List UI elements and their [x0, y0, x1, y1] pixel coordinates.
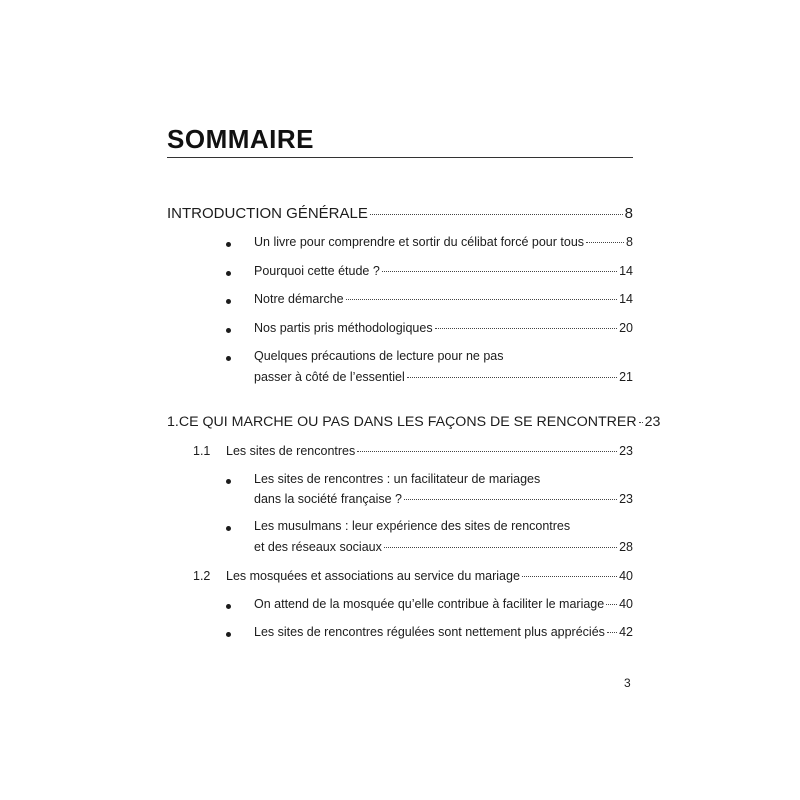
toc-page-number: 14	[619, 264, 633, 278]
bullet-icon	[226, 356, 231, 361]
dot-leader	[404, 499, 617, 500]
dot-leader	[384, 547, 617, 548]
toc-page-number: 23	[619, 444, 633, 458]
toc-page-number: 40	[619, 597, 633, 611]
toc-entry-label: CE QUI MARCHE OU PAS DANS LES FAÇONS DE SE RENCONTRER	[178, 414, 637, 430]
toc-page-number: 8	[624, 205, 633, 222]
toc-entry-label: On attend de la mosquée qu’elle contribue à faciliter le mariage	[254, 597, 605, 611]
toc-entry-demarche[interactable]	[254, 292, 633, 306]
dot-leader	[435, 328, 618, 329]
section-number: 1.1	[193, 444, 211, 458]
toc-entry-label: passer à côté de l’essentiel	[254, 370, 405, 384]
page-number: 3	[624, 676, 631, 690]
dot-leader	[522, 576, 617, 577]
dot-leader	[586, 242, 624, 243]
title-underline	[167, 157, 633, 158]
toc-entry-label: Les sites de rencontres	[226, 444, 356, 458]
toc-entry-label-line1[interactable]: Les sites de rencontres : un facilitateur de mariages	[254, 472, 541, 486]
toc-entry-pourquoi[interactable]	[254, 264, 633, 278]
toc-entry-label: et des réseaux sociaux	[254, 540, 382, 554]
toc-entry-experience[interactable]	[254, 540, 633, 554]
toc-entry-partis-pris[interactable]	[254, 321, 633, 335]
bullet-icon	[226, 479, 231, 484]
toc-entry-mosquee[interactable]	[254, 597, 633, 611]
toc-entry-facilitateur[interactable]	[254, 492, 633, 506]
toc-entry-section-1-2[interactable]	[193, 569, 633, 583]
toc-entry-label: dans la société française ?	[254, 492, 403, 506]
toc-entry-introduction[interactable]	[167, 205, 633, 222]
toc-entry-label: INTRODUCTION GÉNÉRALE	[167, 205, 368, 222]
toc-entry-label-line1[interactable]: Quelques précautions de lecture pour ne pas	[254, 349, 504, 363]
toc-entry-chapter-1[interactable]	[167, 414, 661, 430]
toc-page-number: 28	[619, 540, 633, 554]
toc-entry-label: Pourquoi cette étude ?	[254, 264, 380, 278]
bullet-icon	[226, 604, 231, 609]
dot-leader	[370, 214, 623, 215]
dot-leader	[357, 451, 617, 452]
toc-entry-precautions[interactable]	[254, 370, 633, 384]
toc-page-number: 21	[619, 370, 633, 384]
toc-page-number: 8	[626, 235, 633, 249]
toc-page-number: 42	[619, 625, 633, 639]
bullet-icon	[226, 328, 231, 333]
toc-entry-label-line1[interactable]: Les musulmans : leur expérience des sites de rencontres	[254, 519, 571, 533]
toc-entry-section-1-1[interactable]	[193, 444, 633, 458]
toc-entry-label: Les mosquées et associations au service du mariage	[226, 569, 520, 583]
toc-entry-label: Un livre pour comprendre et sortir du célibat forcé pour tous	[254, 235, 585, 249]
toc-entry-sites-regules[interactable]	[254, 625, 633, 639]
dot-leader	[407, 377, 617, 378]
dot-leader	[382, 271, 617, 272]
bullet-icon	[226, 632, 231, 637]
dot-leader	[346, 299, 617, 300]
toc-page-number: 20	[619, 321, 633, 335]
bullet-icon	[226, 299, 231, 304]
page-title: SOMMAIRE	[167, 124, 314, 154]
bullet-icon	[226, 242, 231, 247]
toc-page-number: 23	[644, 414, 661, 430]
bullet-icon	[226, 271, 231, 276]
dot-leader	[606, 604, 617, 605]
toc-page-number: 14	[619, 292, 633, 306]
toc-page-number: 23	[619, 492, 633, 506]
chapter-number: 1.	[167, 414, 179, 430]
dot-leader	[607, 632, 617, 633]
toc-entry-label: Notre démarche	[254, 292, 344, 306]
section-number: 1.2	[193, 569, 211, 583]
toc-page-number: 40	[619, 569, 633, 583]
toc-entry-label: Nos partis pris méthodologiques	[254, 321, 433, 335]
dot-leader	[639, 422, 643, 423]
toc-entry-label: Les sites de rencontres régulées sont nettement plus appréciés	[254, 625, 605, 639]
toc-entry-livre[interactable]	[254, 235, 633, 249]
bullet-icon	[226, 526, 231, 531]
